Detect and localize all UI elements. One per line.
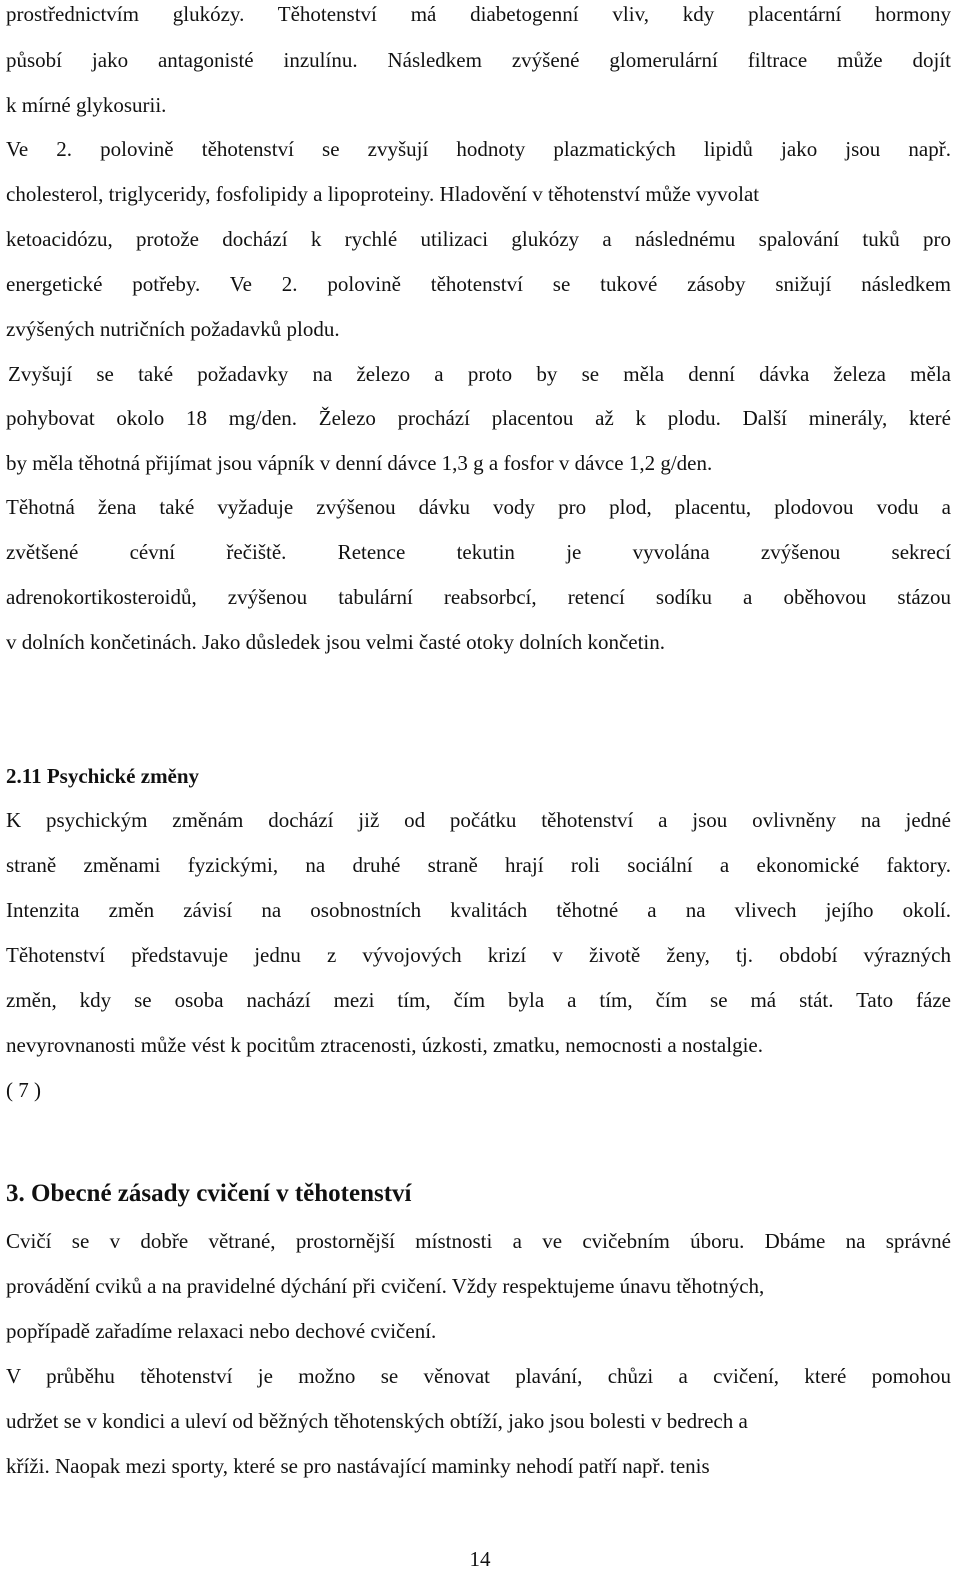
paragraph-line: Zvyšují se také požadavky na železo a proto by se měla denní dávka železa měla (8, 362, 951, 386)
paragraph-line: cholesterol, triglyceridy, fosfolipidy a lipoproteiny. Hladovění v těhotenství může vyvolat (6, 182, 760, 206)
page-number: 14 (469, 1547, 491, 1571)
paragraph-line: pohybovat okolo 18 mg/den. Železo prochází placentou až k plodu. Další minerály, které (6, 406, 951, 430)
paragraph-line: nevyrovnanosti může vést k pocitům ztracenosti, úzkosti, zmatku, nemocnosti a nostalgie. (6, 1033, 763, 1057)
paragraph-line: straně změnami fyzickými, na druhé straně hrají roli sociální a ekonomické faktory. (6, 853, 951, 877)
paragraph-line: prostřednictvím glukózy. Těhotenství má diabetogenní vliv, kdy placentární hormony (6, 2, 951, 26)
paragraph-line: Těhotná žena také vyžaduje zvýšenou dávku vody pro plod, placentu, plodovou vodu a (6, 495, 951, 519)
paragraph-line: energetické potřeby. Ve 2. polovině těhotenství se tukové zásoby snižují následkem (6, 272, 951, 296)
paragraph-line: adrenokortikosteroidů, zvýšenou tabulární reabsorbcí, retencí sodíku a oběhovou stázou (6, 585, 951, 609)
paragraph-line: v dolních končetinách. Jako důsledek jsou velmi časté otoky dolních končetin. (6, 630, 666, 654)
paragraph-line: provádění cviků a na pravidelné dýchání při cvičení. Vždy respektujeme únavu těhotných, (6, 1274, 765, 1298)
paragraph-line: by měla těhotná přijímat jsou vápník v denní dávce 1,3 g a fosfor v dávce 1,2 g/den. (6, 451, 713, 475)
citation: ( 7 ) (6, 1078, 41, 1102)
chapter-heading: 3. Obecné zásady cvičení v těhotenství (6, 1180, 412, 1207)
paragraph-line: změn, kdy se osoba nachází mezi tím, čím byla a tím, čím se má stát. Tato fáze (6, 988, 951, 1012)
paragraph-line: K psychickým změnám dochází již od počátku těhotenství a jsou ovlivněny na jedné (6, 808, 951, 832)
paragraph-line: Intenzita změn závisí na osobnostních kvalitách těhotné a na vlivech jejího okolí. (6, 898, 951, 922)
paragraph-line: působí jako antagonisté inzulínu. Následkem zvýšené glomerulární filtrace může dojít (6, 48, 951, 72)
paragraph-line: popřípadě zařadíme relaxaci nebo dechové cvičení. (6, 1319, 437, 1343)
paragraph-line: kříži. Naopak mezi sporty, které se pro nastávající maminky nehodí patří např. tenis (6, 1454, 710, 1478)
paragraph-line: Cvičí se v dobře větrané, prostornější místnosti a ve cvičebním úboru. Dbáme na správné (6, 1229, 951, 1253)
paragraph-line: udržet se v kondici a uleví od běžných těhotenských obtíží, jako jsou bolesti v bedrech a (6, 1409, 748, 1433)
paragraph-line: V průběhu těhotenství je možno se věnovat plavání, chůzi a cvičení, které pomohou (6, 1364, 951, 1388)
paragraph-line: ketoacidózu, protože dochází k rychlé utilizaci glukózy a následnému spalování tuků pro (6, 227, 951, 251)
paragraph-line: zvýšených nutričních požadavků plodu. (6, 317, 340, 341)
paragraph-line: Těhotenství představuje jednu z vývojových krizí v životě ženy, tj. období výrazných (6, 943, 951, 967)
paragraph-line: zvětšené cévní řečiště. Retence tekutin je vyvolána zvýšenou sekrecí (6, 540, 951, 564)
paragraph-line: Ve 2. polovině těhotenství se zvyšují hodnoty plazmatických lipidů jako jsou např. (6, 137, 951, 161)
paragraph-line: k mírné glykosurii. (6, 93, 167, 117)
section-heading: 2.11 Psychické změny (6, 764, 200, 788)
